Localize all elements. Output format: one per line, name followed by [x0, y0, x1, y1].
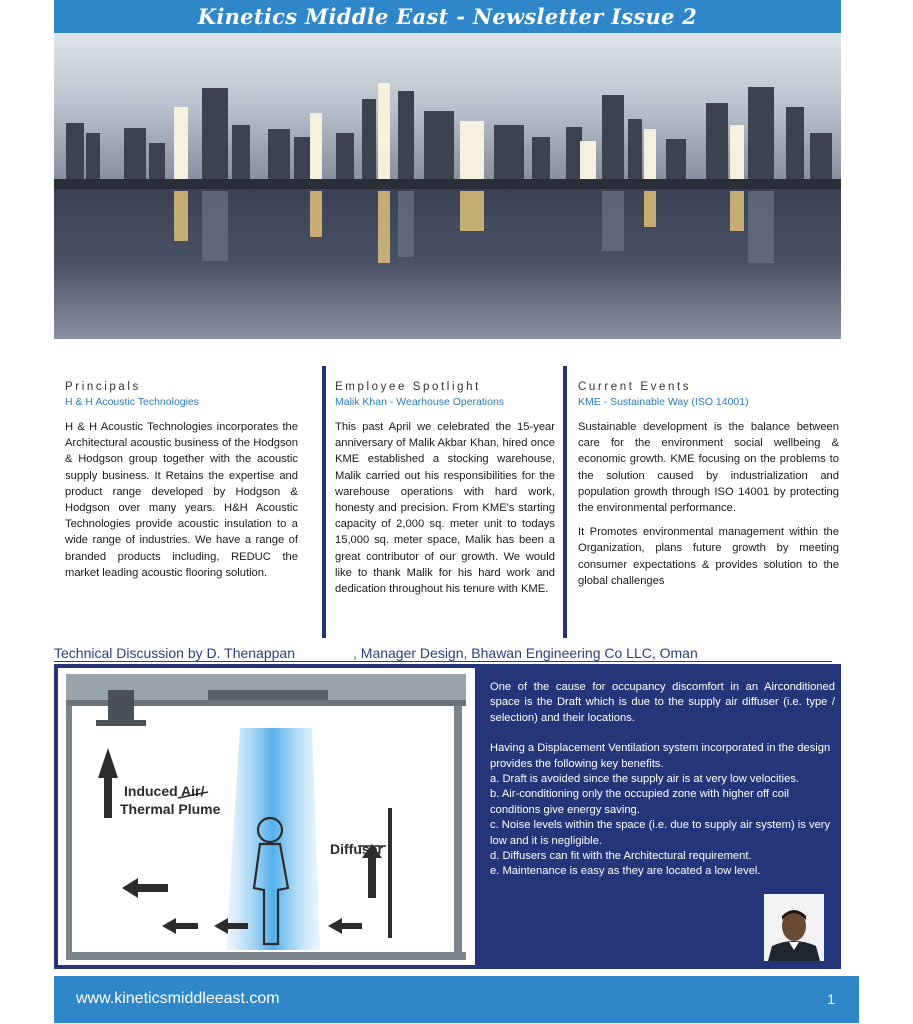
- section-body: [335, 419, 555, 597]
- technical-discussion-title: [54, 645, 832, 662]
- website-link[interactable]: www.kineticsmiddleeast.com: [76, 990, 280, 1007]
- paragraph: H & H Acoustic Technologies incorporates the Architectural acoustic business of the Hodgson & Hodgson group together with the acoustic supply business. It Retains the expertise and product range developed by Hodgson & Hodgson over many years. H&H Acoustic Technologies provide acoustic insulation to a wide range of industries. We have a range of branded products including, REDUC the market leading acoustic flooring solution.: [65, 421, 298, 579]
- author-role: , Manager Design, Bhawan Engineering Co LLC, Oman: [353, 645, 698, 661]
- technical-discussion-panel: [54, 664, 841, 969]
- employee-spotlight-column: [335, 380, 555, 597]
- current-events-column: [578, 380, 839, 589]
- principals-column: [65, 380, 298, 581]
- paragraph: This past April we celebrated the 15-year anniversary of Malik Akbar Khan, hired once KME established a stocking warehouse, Malik carried out his responsibilities for the warehouse operations with hard work, honesty and precision. From KME's starting capacity of 2,000 sq. meter unit to todays 15,000 sq. meter space, Malik has been a great contributor of our growth. We would like to thank Malik for his hard work and dedication throughout his tenure with KME.: [335, 421, 555, 596]
- section-body: [65, 419, 298, 581]
- newsletter-title: Kinetics Middle East - Newsletter Issue 2: [54, 0, 841, 33]
- diagram-label-plume: Thermal Plume: [120, 801, 221, 817]
- displacement-ventilation-diagram: [58, 668, 475, 965]
- column-divider: [563, 366, 567, 638]
- author-name: Technical Discussion by D. Thenappan: [54, 645, 295, 661]
- technical-text: [490, 680, 835, 880]
- paragraph: One of the cause for occupancy discomfort in an Airconditioned space is the Draft which is due to the supply air diffuser (i.e. type / selection) and their locations.: [490, 681, 835, 724]
- footer-bar: [54, 976, 859, 1023]
- column-divider: [322, 366, 326, 638]
- page-number: 1: [827, 991, 835, 1007]
- list-item: b. Air-conditioning only the occupied zone with higher off coil conditions give energy saving.: [490, 788, 789, 816]
- section-subheading: KME - Sustainable Way (ISO 14001): [578, 396, 749, 408]
- section-subheading: H & H Acoustic Technologies: [65, 396, 200, 408]
- list-item: a. Draft is avoided since the supply air is at very low velocities.: [490, 773, 800, 786]
- section-heading: Principals: [65, 381, 141, 393]
- section-heading: Current Events: [578, 381, 692, 393]
- paragraph: Sustainable development is the balance between care for the environment social wellbeing & economic growth. KME focusing on the problems to the solution caused by industrialization and population growth through ISO 14001 by protecting the environmental performance.: [578, 421, 839, 515]
- diagram-label-plume: Induced Air/: [124, 783, 205, 799]
- paragraph: It Promotes environmental management within the Organization, plans future growth by meeting consumer expectations & provides solution to the global challenges: [578, 526, 839, 587]
- section-subheading: Malik Khan - Wearhouse Operations: [335, 396, 505, 408]
- list-item: c. Noise levels within the space (i.e. due to supply air system) is very low and it is negligible.: [490, 819, 831, 847]
- city-skyline-photo: [54, 33, 841, 339]
- list-item: d. Diffusers can fit with the Architectural requirement.: [490, 850, 752, 863]
- section-body: [578, 419, 839, 589]
- author-portrait: [764, 894, 824, 961]
- list-item: e. Maintenance is easy as they are located a low level.: [490, 865, 761, 878]
- diagram-label-diffuser: Diffuser: [330, 841, 383, 857]
- paragraph: Having a Displacement Ventilation system incorporated in the design provides the following key benefits.: [490, 742, 831, 770]
- section-heading: Employee Spotlight: [335, 381, 481, 393]
